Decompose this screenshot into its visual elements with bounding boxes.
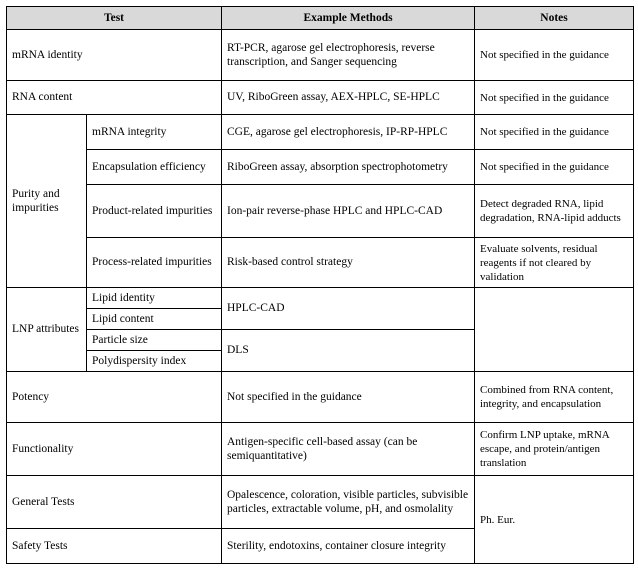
subtest-cell: Polydispersity index [87, 351, 222, 372]
table-row-potency [7, 372, 634, 423]
methods-cell: RiboGreen assay, absorption spectrophotometry [222, 150, 475, 185]
header-example-methods: Example Methods [222, 7, 475, 30]
methods-cell: Not specified in the guidance [222, 372, 475, 423]
test-cell: Safety Tests [7, 529, 222, 564]
subtest-cell: Lipid identity [87, 288, 222, 309]
notes-cell: Not specified in the guidance [475, 30, 634, 81]
methods-cell: UV, RiboGreen assay, AEX-HPLC, SE-HPLC [222, 81, 475, 115]
notes-cell-lnp [475, 288, 634, 372]
notes-cell: Not specified in the guidance [475, 150, 634, 185]
methods-cell: Antigen-specific cell-based assay (can be semiquantitative) [222, 423, 475, 476]
subtest-cell: Particle size [87, 330, 222, 351]
test-methods-table [6, 6, 634, 564]
notes-cell-shared: Ph. Eur. [475, 476, 634, 564]
notes-cell: Not specified in the guidance [475, 115, 634, 150]
notes-cell: Detect degraded RNA, lipid degradation, RNA-lipid adducts [475, 185, 634, 238]
subtest-cell: Lipid content [87, 309, 222, 330]
header-row [7, 7, 634, 30]
subtest-cell: Encapsulation efficiency [87, 150, 222, 185]
test-cell: RNA content [7, 81, 222, 115]
subtest-cell: Product-related impurities [87, 185, 222, 238]
subtest-cell: Process-related impurities [87, 238, 222, 288]
test-cell: Potency [7, 372, 222, 423]
methods-cell-particle: DLS [222, 330, 475, 372]
methods-cell: RT-PCR, agarose gel electrophoresis, reverse transcription, and Sanger sequencing [222, 30, 475, 81]
category-lnp-attributes: LNP attributes [7, 288, 87, 372]
header-notes: Notes [475, 7, 634, 30]
table-row-process-related-impurities [7, 238, 634, 288]
notes-cell: Evaluate solvents, residual reagents if not cleared by validation [475, 238, 634, 288]
test-cell: Functionality [7, 423, 222, 476]
notes-cell: Confirm LNP uptake, mRNA escape, and protein/antigen translation [475, 423, 634, 476]
table-row-functionality [7, 423, 634, 476]
test-cell: mRNA identity [7, 30, 222, 81]
methods-cell: Sterility, endotoxins, container closure integrity [222, 529, 475, 564]
table-row-rna-content [7, 81, 634, 115]
table-row-mrna-integrity [7, 115, 634, 150]
table-row-general-tests [7, 476, 634, 529]
header-test: Test [7, 7, 222, 30]
methods-cell: CGE, agarose gel electrophoresis, IP-RP-HPLC [222, 115, 475, 150]
subtest-cell: mRNA integrity [87, 115, 222, 150]
notes-cell: Not specified in the guidance [475, 81, 634, 115]
methods-cell-lipid: HPLC-CAD [222, 288, 475, 330]
table-row-encapsulation-efficiency [7, 150, 634, 185]
methods-cell: Risk-based control strategy [222, 238, 475, 288]
category-purity-and-impurities: Purity and impurities [7, 115, 87, 288]
methods-cell: Ion-pair reverse-phase HPLC and HPLC-CAD [222, 185, 475, 238]
table-row-product-related-impurities [7, 185, 634, 238]
table-row-lipid-identity [7, 288, 634, 309]
methods-cell: Opalescence, coloration, visible particles, subvisible particles, extractable volume, pH, and osmolality [222, 476, 475, 529]
table-row-mrna-identity [7, 30, 634, 81]
test-cell: General Tests [7, 476, 222, 529]
notes-cell: Combined from RNA content, integrity, and encapsulation [475, 372, 634, 423]
